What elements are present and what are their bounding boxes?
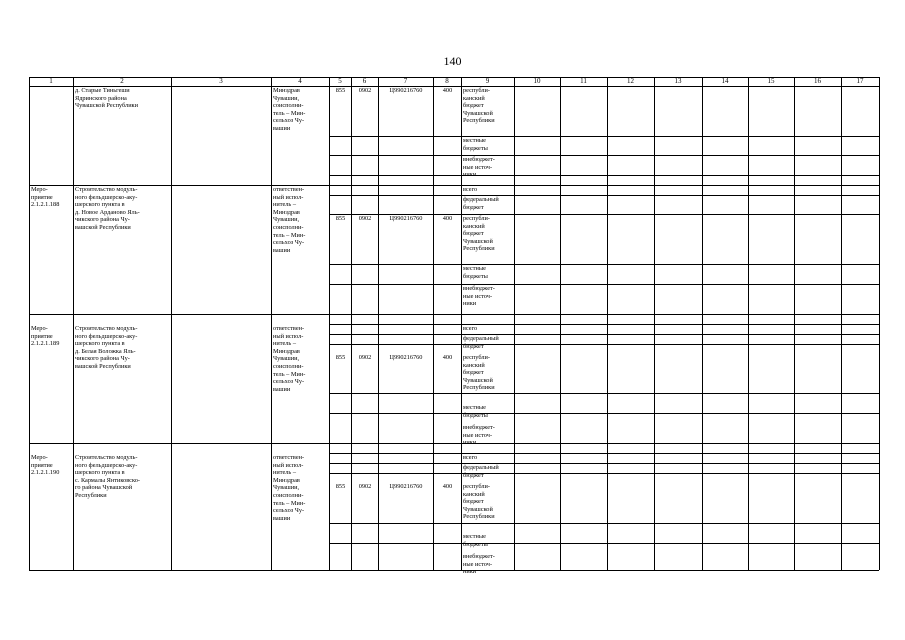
table-rule	[171, 77, 172, 570]
table-rule	[329, 344, 879, 345]
budget-local: местные бюджеты	[463, 265, 488, 280]
event-name: Строительство модуль- ного фельдшерско-аку- шерского пункта в д. Белая Воложка Яль- чикского района Чу- вашской Республики	[75, 325, 138, 370]
table-rule	[29, 314, 879, 315]
column-header-14: 14	[721, 77, 729, 85]
budget-table	[29, 77, 879, 576]
table-rule	[329, 195, 879, 196]
event-id: Меро- приятие 2.1.2.1.189	[31, 325, 60, 348]
column-header-4: 4	[298, 77, 302, 85]
table-rule	[560, 77, 561, 570]
event-name: д. Старые Тиньгеши Ядринского района Чувашской Республики	[75, 87, 138, 110]
code-grbs: 855	[335, 87, 346, 94]
budget-total: всего	[463, 325, 478, 332]
table-rule	[841, 77, 842, 570]
table-rule	[329, 284, 879, 285]
table-rule	[433, 77, 434, 570]
table-rule	[702, 77, 703, 570]
code-grbs: 855	[335, 354, 346, 361]
code-csr: Ц990216760	[389, 483, 423, 490]
table-rule	[329, 175, 879, 176]
code-csr: Ц990216760	[389, 354, 423, 361]
budget-total: всего	[463, 454, 478, 461]
column-header-12: 12	[627, 77, 634, 85]
budget-local: местные бюджеты	[463, 533, 488, 548]
budget-republic: республи- канский бюджет Чувашской Республики	[463, 483, 495, 521]
column-header-6: 6	[362, 77, 367, 85]
table-rule	[329, 77, 330, 570]
column-header-5: 5	[338, 77, 342, 85]
table-rule	[329, 324, 879, 325]
code-vr: 400	[442, 87, 453, 94]
table-rule	[329, 543, 879, 544]
column-header-17: 17	[856, 77, 864, 85]
table-rule	[654, 77, 655, 570]
event-name: Строительство модуль- ного фельдшерско-аку- шерского пункта в с. Кармалы Янтиковско- го района Чувашской Республики	[75, 454, 140, 499]
table-rule	[378, 77, 379, 570]
column-header-7: 7	[403, 77, 408, 85]
budget-local: местные бюджеты	[463, 137, 488, 152]
table-rule	[794, 77, 795, 570]
budget-total: всего	[463, 186, 478, 193]
table-rule	[329, 453, 879, 454]
column-header-15: 15	[767, 77, 775, 85]
executor: ответствен- ный испол- нитель – Минздрав Чувашии, соисполни- тель – Мин- сельхоз Чу- вашии	[273, 325, 306, 393]
code-vr: 400	[442, 483, 453, 490]
event-id: Меро- приятие 2.1.2.1.188	[31, 186, 60, 209]
page-number: 140	[443, 54, 462, 68]
code-vr: 400	[442, 215, 453, 222]
table-rule	[329, 155, 879, 156]
column-header-11: 11	[580, 77, 587, 85]
code-grbs: 855	[335, 215, 346, 222]
executor: ответствен- ный испол- нитель – Минздрав Чувашии, соисполни- тель – Мин- сельхоз Чу- вашии	[273, 454, 306, 522]
budget-republic: республи- канский бюджет Чувашской Республики	[463, 215, 495, 253]
event-id: Меро- приятие 2.1.2.1.190	[31, 454, 60, 477]
column-header-1: 1	[49, 77, 53, 85]
table-rule	[879, 77, 880, 570]
budget-federal: федеральный бюджет	[463, 464, 499, 479]
column-header-3: 3	[219, 77, 223, 85]
code-grbs: 855	[335, 483, 346, 490]
table-rule	[329, 393, 879, 394]
budget-extra: внебюджет- ные источ- ники	[463, 424, 495, 447]
column-header-8: 8	[445, 77, 449, 85]
table-rule	[29, 570, 879, 571]
table-rule	[329, 264, 879, 265]
code-rzpr: 0902	[358, 483, 372, 490]
code-vr: 400	[442, 354, 453, 361]
budget-federal: федеральный бюджет	[463, 335, 499, 350]
table-rule	[329, 136, 879, 137]
event-name: Строительство модуль- ного фельдшерско-аку- шерского пункта в д. Новое Арданово Яль- чикского района Чу- вашской Республики	[75, 186, 140, 231]
table-rule	[271, 77, 272, 570]
code-rzpr: 0902	[358, 87, 372, 94]
budget-extra: внебюджет- ные источ- ники	[463, 156, 495, 179]
table-rule	[29, 443, 879, 444]
budget-federal: федеральный бюджет	[463, 196, 499, 211]
code-rzpr: 0902	[358, 354, 372, 361]
budget-extra: внебюджет- ные источ- ники	[463, 285, 495, 308]
table-rule	[351, 77, 352, 570]
table-rule	[514, 77, 515, 570]
table-rule	[607, 77, 608, 570]
executor: ответствен- ный испол- нитель – Минздрав Чувашии, соисполни- тель – Мин- сельхоз Чу- вашии	[273, 186, 306, 254]
table-rule	[73, 77, 74, 570]
table-rule	[461, 77, 462, 570]
table-rule	[329, 413, 879, 414]
table-rule	[29, 77, 30, 570]
table-rule	[329, 473, 879, 474]
table-rule	[748, 77, 749, 570]
table-rule	[329, 523, 879, 524]
table-rule	[329, 334, 879, 335]
column-header-10: 10	[533, 77, 541, 85]
code-csr: Ц990216760	[389, 215, 423, 222]
budget-republic: республи- канский бюджет Чувашской Республики	[463, 87, 495, 125]
budget-extra: внебюджет- ные источ- ники	[463, 553, 495, 576]
executor: Минздрав Чувашии, соисполни- тель – Мин- сельхоз Чу- вашии	[273, 87, 306, 132]
column-header-2: 2	[120, 77, 124, 85]
code-rzpr: 0902	[358, 215, 372, 222]
budget-republic: республи- канский бюджет Чувашской Республики	[463, 354, 495, 392]
table-rule	[329, 463, 879, 464]
column-header-13: 13	[674, 77, 682, 85]
budget-local: местные бюджеты	[463, 404, 488, 419]
column-header-16: 16	[814, 77, 821, 85]
column-header-9: 9	[485, 77, 490, 85]
code-csr: Ц990216760	[389, 87, 423, 94]
